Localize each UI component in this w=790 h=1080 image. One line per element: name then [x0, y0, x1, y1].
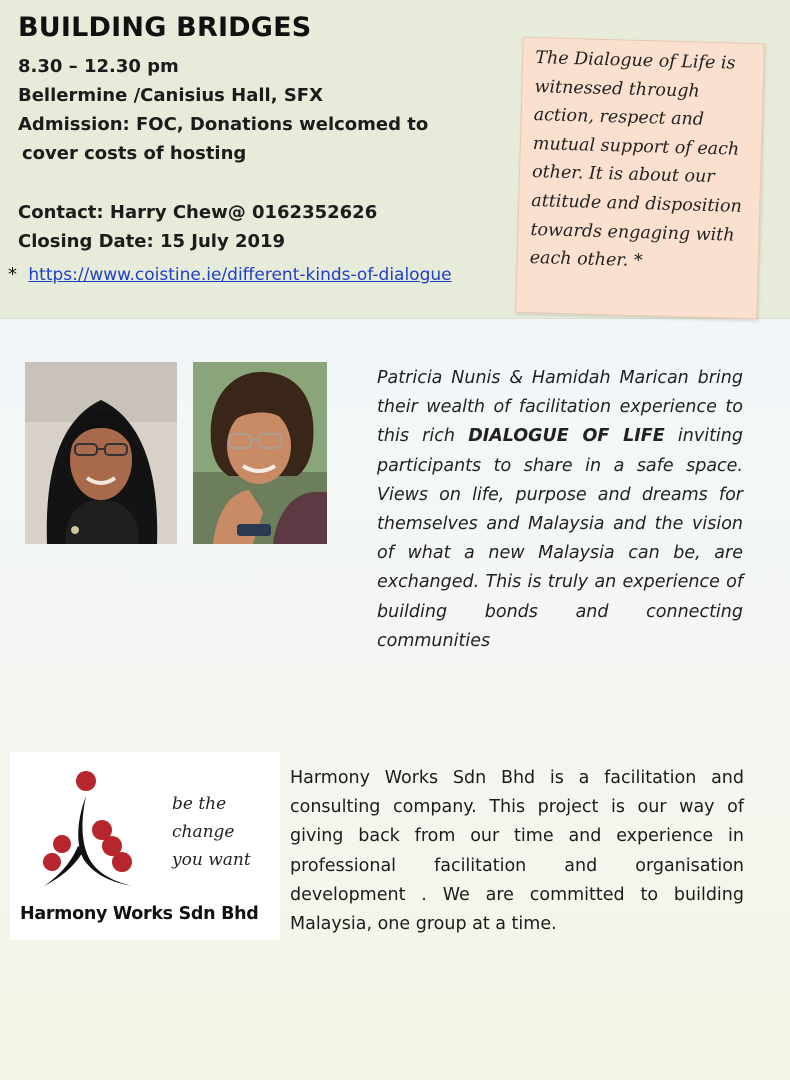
logo-tagline-line-2: change [172, 822, 235, 842]
event-venue: Bellermine /Canisius Hall, SFX [18, 85, 323, 106]
quote-sticky-note [515, 37, 765, 320]
company-logo [10, 752, 280, 940]
bio-text-end: inviting participants to share in a safe space. Views on life, purpose and dreams for themselves and Malaysia and the vision of what a new Malaysia can be, are exchanged. This is truly an experience of building bonds and connecting communities [377, 426, 743, 651]
facilitators-description [377, 364, 743, 656]
portrait-hijab-woman-icon [25, 362, 177, 544]
logo-tagline-line-3: you want [172, 850, 251, 870]
portrait-smiling-woman-icon [193, 362, 327, 544]
harmony-figure-icon [10, 752, 160, 902]
event-admission-continued: cover costs of hosting [22, 143, 247, 164]
event-title: BUILDING BRIDGES [18, 12, 312, 43]
logo-tagline-line-1: be the [172, 794, 227, 814]
company-name: Harmony Works Sdn Bhd [20, 904, 259, 924]
bio-highlight: DIALOGUE OF LIFE [468, 426, 665, 447]
reference-link-row [8, 264, 452, 285]
event-time: 8.30 – 12.30 pm [18, 56, 179, 77]
event-admission: Admission: FOC, Donations welcomed to [18, 114, 429, 135]
company-description: Harmony Works Sdn Bhd is a facilitation and consulting company. This project is our way of giving back from our time and experience in professional facilitation and organisation development . We are committed to building Malaysia, one group at a time. [290, 768, 744, 935]
reference-link[interactable]: https://www.coistine.ie/different-kinds-of-dialogue [28, 265, 452, 285]
event-contact: Contact: Harry Chew@ 0162352626 [18, 202, 378, 223]
footnote-marker: * [8, 264, 17, 285]
facilitator-photo-patricia [25, 362, 177, 544]
quote-text: The Dialogue of Life is witnessed through action, respect and mutual support of each other. It is about our attitude and disposition towards engaging with each other. * [529, 48, 743, 272]
facilitator-photo-hamidah [193, 362, 327, 544]
event-closing-date: Closing Date: 15 July 2019 [18, 231, 286, 252]
bio-text-start: Patricia Nunis & Hamidah Marican bring their wealth of facilitation experience to this rich [377, 368, 743, 447]
